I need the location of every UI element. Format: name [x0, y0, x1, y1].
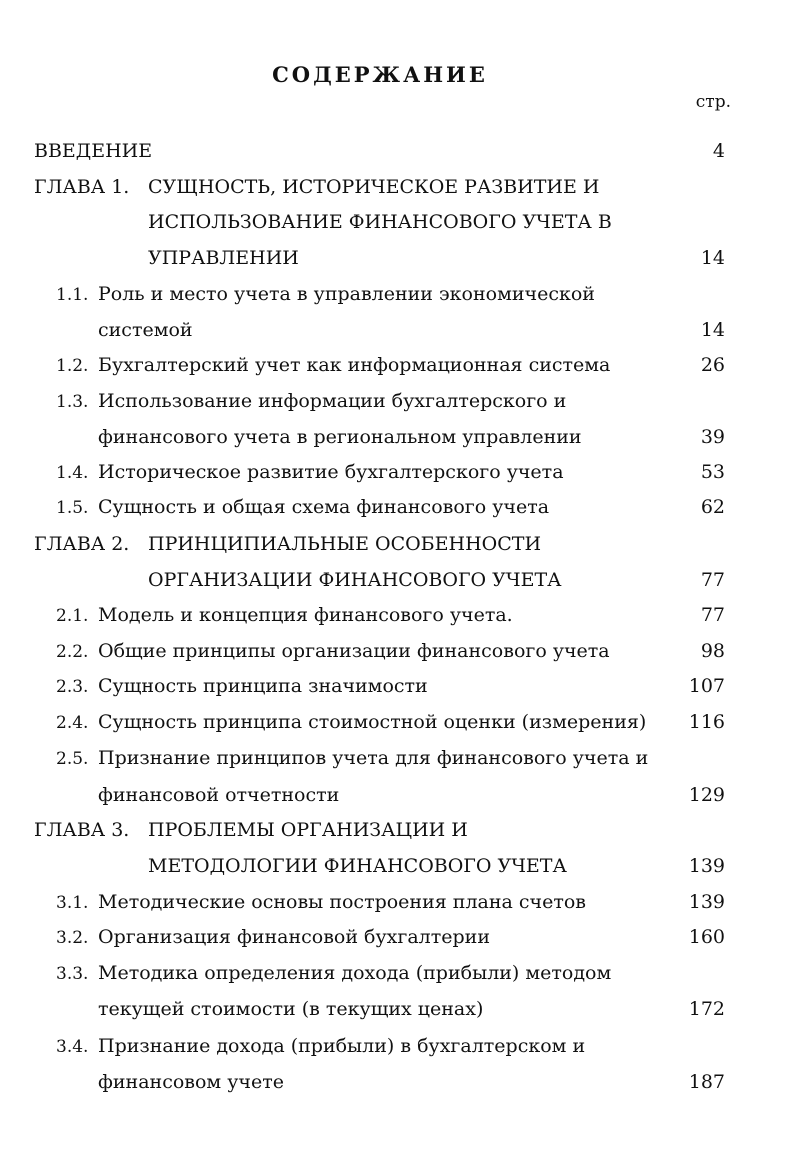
section-number: 2.4.	[56, 713, 89, 733]
chapter-number: ГЛАВА 1.	[34, 176, 130, 198]
page-column-label: стр.	[695, 92, 731, 112]
section-title-line: Признание принципов учета для финансового учета и	[98, 747, 649, 769]
chapter-title-line: МЕТОДОЛОГИИ ФИНАНСОВОГО УЧЕТА	[148, 855, 567, 877]
section-number: 1.5.	[56, 498, 89, 518]
section-title-line: Бухгалтерский учет как информационная система	[98, 354, 611, 376]
section-number: 2.2.	[56, 642, 89, 662]
toc-page-number: 26	[700, 354, 725, 376]
section-number: 2.3.	[56, 677, 89, 697]
toc-page-number: 107	[688, 675, 725, 697]
section-title-line: Признание дохода (прибыли) в бухгалтерском и	[98, 1035, 586, 1057]
section-title-line: Сущность принципа значимости	[98, 675, 428, 697]
toc-page-number: 53	[700, 461, 725, 483]
section-title-line: финансовом учете	[98, 1071, 284, 1093]
chapter-number: ГЛАВА 2.	[34, 533, 130, 555]
toc-page-number: 98	[700, 640, 725, 662]
section-number: 1.2.	[56, 356, 89, 376]
chapter-title-line: ПРИНЦИПИАЛЬНЫЕ ОСОБЕННОСТИ	[148, 533, 542, 555]
section-title-line: Методические основы построения плана счетов	[98, 891, 586, 913]
section-title-line: финансового учета в региональном управлении	[98, 426, 582, 448]
section-number: 3.2.	[56, 928, 89, 948]
toc-page-number: 139	[688, 855, 725, 877]
toc-page-number: 4	[712, 140, 725, 162]
toc-page-number: 77	[700, 569, 725, 591]
section-title-line: финансовой отчетности	[98, 784, 340, 806]
section-number: 1.4.	[56, 463, 89, 483]
section-number: 2.1.	[56, 606, 89, 626]
chapter-title-line: ИСПОЛЬЗОВАНИЕ ФИНАНСОВОГО УЧЕТА В	[148, 211, 612, 233]
toc-page-number: 14	[700, 319, 725, 341]
section-title-line: Сущность принципа стоимостной оценки (измерения)	[98, 711, 647, 733]
section-title-line: Историческое развитие бухгалтерского учета	[98, 461, 564, 483]
toc-entry-introduction: ВВЕДЕНИЕ	[34, 140, 153, 162]
section-number: 1.3.	[56, 392, 89, 412]
toc-page-number: 160	[688, 926, 725, 948]
section-title-line: Организация финансовой бухгалтерии	[98, 926, 490, 948]
toc-page-number: 39	[700, 426, 725, 448]
page-title: СОДЕРЖАНИЕ	[272, 62, 488, 87]
section-number: 3.3.	[56, 964, 89, 984]
toc-page-number: 77	[700, 604, 725, 626]
toc-page-number: 139	[688, 891, 725, 913]
toc-page-number: 187	[688, 1071, 725, 1093]
section-title-line: Роль и место учета в управлении экономической	[98, 283, 595, 305]
section-title-line: Общие принципы организации финансового учета	[98, 640, 610, 662]
toc-page-number: 62	[700, 496, 725, 518]
section-title-line: текущей стоимости (в текущих ценах)	[98, 998, 484, 1020]
toc-page-number: 129	[688, 784, 725, 806]
chapter-title-line: УПРАВЛЕНИИ	[148, 247, 299, 269]
section-number: 2.5.	[56, 749, 89, 769]
toc-page-number: 116	[688, 711, 725, 733]
section-title-line: Модель и концепция финансового учета.	[98, 604, 513, 626]
section-number: 3.4.	[56, 1037, 89, 1057]
section-title-line: Сущность и общая схема финансового учета	[98, 496, 550, 518]
toc-page-number: 14	[700, 247, 725, 269]
section-title-line: системой	[98, 319, 193, 341]
chapter-number: ГЛАВА 3.	[34, 819, 130, 841]
chapter-title-line: СУЩНОСТЬ, ИСТОРИЧЕСКОЕ РАЗВИТИЕ И	[148, 176, 600, 198]
section-title-line: Методика определения дохода (прибыли) методом	[98, 962, 612, 984]
chapter-title-line: ПРОБЛЕМЫ ОРГАНИЗАЦИИ И	[148, 819, 468, 841]
section-title-line: Использование информации бухгалтерского и	[98, 390, 567, 412]
section-number: 3.1.	[56, 893, 89, 913]
chapter-title-line: ОРГАНИЗАЦИИ ФИНАНСОВОГО УЧЕТА	[148, 569, 562, 591]
section-number: 1.1.	[56, 285, 89, 305]
toc-page-number: 172	[688, 998, 725, 1020]
